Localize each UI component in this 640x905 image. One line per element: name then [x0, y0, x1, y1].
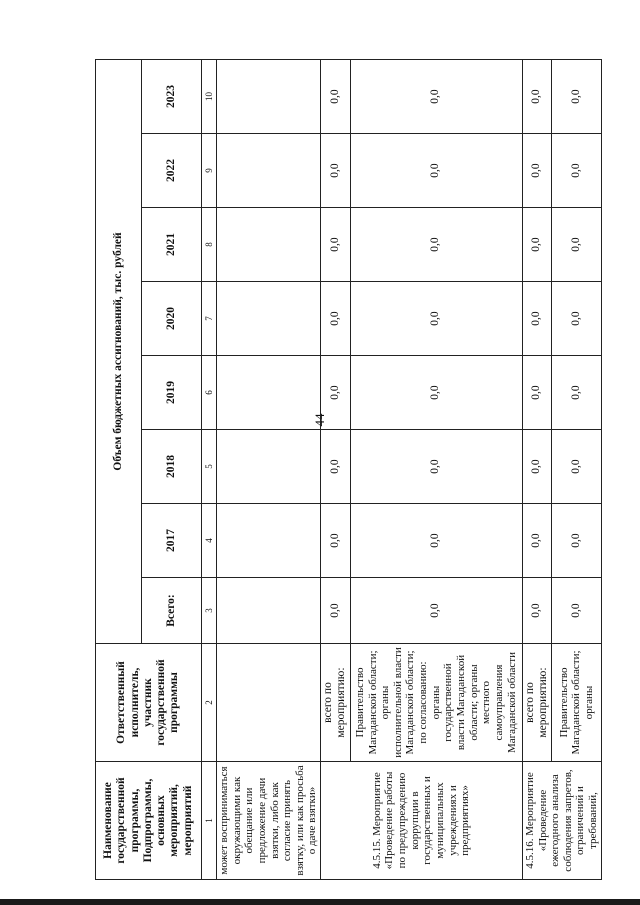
- value-cell: [217, 134, 321, 208]
- budget-table: [95, 59, 602, 880]
- value-cell: 0,0: [552, 356, 602, 430]
- value-cell: [217, 430, 321, 504]
- value-cell: [217, 60, 321, 134]
- value-cell: 0,0: [522, 60, 551, 134]
- value-cell: 0,0: [552, 134, 602, 208]
- column-number: 5: [202, 430, 217, 504]
- value-cell: 0,0: [321, 282, 350, 356]
- value-cell: 0,0: [552, 578, 602, 644]
- value-cell: 0,0: [350, 578, 522, 644]
- header-year: 2023: [142, 60, 202, 134]
- page-number: 44: [312, 413, 327, 427]
- row-executor-cell: Правительство Магаданской области; органы: [552, 644, 602, 762]
- value-cell: 0,0: [321, 578, 350, 644]
- header-budget: Объем бюджетных ассигнований, тыс. рублей: [96, 60, 142, 644]
- row-name-cell: 4.5.15. Мероприятие «Проведение работы по предупреждению коррупции в государственных и муниципальных учреждениях и предприятиях»: [321, 762, 522, 880]
- value-cell: 0,0: [552, 282, 602, 356]
- value-cell: 0,0: [350, 430, 522, 504]
- value-cell: 0,0: [522, 134, 551, 208]
- value-cell: 0,0: [350, 504, 522, 578]
- header-year: 2018: [142, 430, 202, 504]
- value-cell: 0,0: [522, 356, 551, 430]
- column-number: 2: [202, 644, 217, 762]
- value-cell: 0,0: [522, 208, 551, 282]
- column-number: 7: [202, 282, 217, 356]
- row-executor-cell: всего по мероприятию:: [522, 644, 551, 762]
- value-cell: 0,0: [321, 134, 350, 208]
- value-cell: 0,0: [321, 430, 350, 504]
- value-cell: 0,0: [552, 430, 602, 504]
- header-year: 2017: [142, 504, 202, 578]
- value-cell: 0,0: [552, 60, 602, 134]
- column-number: 4: [202, 504, 217, 578]
- scan-edge: [0, 899, 640, 905]
- value-cell: 0,0: [522, 504, 551, 578]
- row-executor-cell: всего по мероприятию:: [321, 644, 350, 762]
- header-year: 2020: [142, 282, 202, 356]
- value-cell: 0,0: [350, 282, 522, 356]
- column-number: 8: [202, 208, 217, 282]
- column-number: 9: [202, 134, 217, 208]
- value-cell: 0,0: [321, 356, 350, 430]
- header-name: Наименование государственной программы, Подпрограммы, основных мероприятий, мероприятий: [96, 762, 202, 880]
- header-year: 2022: [142, 134, 202, 208]
- value-cell: [217, 504, 321, 578]
- value-cell: 0,0: [522, 282, 551, 356]
- value-cell: [217, 578, 321, 644]
- column-number: 10: [202, 60, 217, 134]
- value-cell: 0,0: [552, 208, 602, 282]
- value-cell: 0,0: [350, 356, 522, 430]
- header-total: Всего:: [142, 578, 202, 644]
- value-cell: 0,0: [350, 134, 522, 208]
- value-cell: 0,0: [552, 504, 602, 578]
- value-cell: 0,0: [350, 60, 522, 134]
- row-name-cell: может восприниматься окружающими как обещание или предложение дачи взятки, либо как согласие принять взятку, или как просьба о даче взятки»: [217, 762, 321, 880]
- header-year: 2021: [142, 208, 202, 282]
- value-cell: 0,0: [522, 430, 551, 504]
- row-executor-cell: Правительство Магаданской области; органы исполнительной власти Магаданской области; по согласованию: органы государственной власти Магаданской области; органы местного самоуправления Магаданской области: [350, 644, 522, 762]
- row-name-cell: 4.5.16. Мероприятие «Проведение ежегодного анализа соблюдения запретов, ограничений и требований,: [522, 762, 601, 880]
- value-cell: 0,0: [522, 578, 551, 644]
- value-cell: [217, 356, 321, 430]
- column-number: 3: [202, 578, 217, 644]
- value-cell: 0,0: [321, 208, 350, 282]
- column-number: 6: [202, 356, 217, 430]
- value-cell: 0,0: [321, 504, 350, 578]
- value-cell: 0,0: [350, 208, 522, 282]
- row-executor-cell: [217, 644, 321, 762]
- header-executor: Ответственный исполнитель, участник государственной программы: [96, 644, 202, 762]
- column-number: 1: [202, 762, 217, 880]
- header-year: 2019: [142, 356, 202, 430]
- value-cell: [217, 282, 321, 356]
- value-cell: 0,0: [321, 60, 350, 134]
- value-cell: [217, 208, 321, 282]
